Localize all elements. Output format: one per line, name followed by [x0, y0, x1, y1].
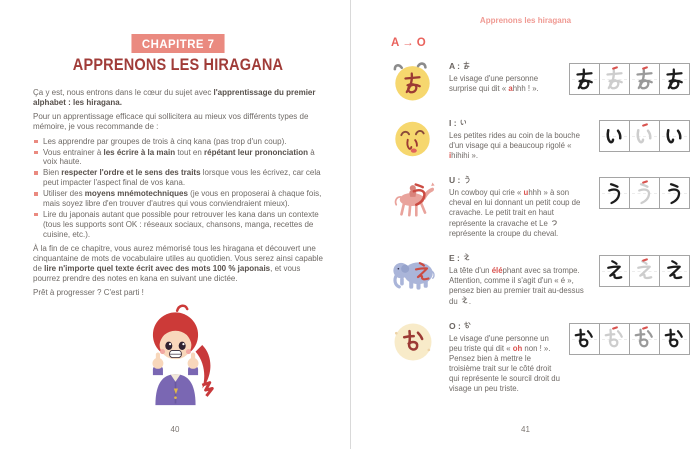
page-title: APPRENONS LES HIRAGANA	[72, 56, 284, 74]
sad-face-icon	[391, 320, 437, 364]
kana-entry-a	[391, 60, 690, 104]
stroke-box	[600, 256, 629, 286]
mascot-illustration	[33, 304, 323, 411]
stroke-box	[599, 64, 629, 94]
bullet-marker-icon	[34, 213, 38, 217]
cowboy-horse-icon	[391, 174, 437, 218]
closing-line: Prêt à progresser ? C'est parti !	[33, 288, 144, 298]
chapter-badge: CHAPITRE 7	[131, 34, 224, 53]
stroke-order-boxes-a	[569, 63, 690, 95]
kana-label: A :	[449, 61, 562, 71]
kana-description: Le visage d'une personne un peu triste qui dit « oh non ! ». Pensez bien à mettre le troisième trait sur le côté droit qui représente le sourcil droit du visage un peu triste.	[449, 333, 560, 394]
stroke-box	[629, 178, 659, 208]
bullet-marker-icon	[34, 151, 38, 155]
list-item	[33, 210, 323, 240]
stroke-box	[659, 324, 689, 354]
stroke-order-boxes-e	[599, 255, 690, 287]
method-paragraph: Pour un apprentissage efficace qui sollicitera au mieux vos différents types de mémoire, je vous recommande de :	[33, 112, 309, 132]
list-item: Bien respecter l'ordre et le sens des traits lorsque vous les écrivez, car cela peut impacter l'aspect final de vos kana.	[33, 168, 323, 188]
kana-label: U :	[449, 175, 592, 185]
list-item: Vous entrainer à les écrire à la main tout en répétant leur prononciation à voix haute.	[33, 148, 323, 168]
stroke-box	[600, 178, 629, 208]
list-item: Utiliser des moyens mnémotechniques (je vous en proposerai à chaque fois, mais soyez libre d'en trouver d'autres qui vous conviendraient mieux).	[33, 189, 323, 209]
running-header: Apprenons les hiragana	[479, 16, 572, 25]
kana-entry-i	[391, 117, 690, 161]
stroke-order-boxes-u	[599, 177, 690, 209]
kana-description: La tête d'un éléphant avec sa trompe. Attention, comme il s'agit d'un « é », pensez bien au premier trait au-dessus du .	[449, 265, 584, 306]
kana-label: E :	[449, 253, 592, 263]
stroke-box	[659, 121, 689, 151]
stroke-box	[600, 121, 629, 151]
intro-paragraph	[33, 88, 323, 108]
surprised-face-icon	[391, 60, 437, 104]
stroke-order-boxes-o	[569, 323, 690, 355]
stroke-box	[629, 256, 659, 286]
list-item-text: Les apprendre par groupes de trois à cinq kana (pas trop d'un coup).	[43, 136, 287, 146]
kana-entry-e	[391, 252, 690, 307]
advice-list	[33, 137, 323, 240]
stroke-box	[629, 64, 659, 94]
bullet-marker-icon	[34, 192, 38, 196]
chapter-badge-row	[33, 34, 323, 53]
list-item-text: Lire du japonais autant que possible pour retrouver les kana dans un contexte (tous les supports sont OK : réseaux sociaux, chansons, manga, recettes de cuisine, etc.).	[43, 209, 319, 239]
stroke-box	[659, 256, 689, 286]
kana-entry-u	[391, 174, 690, 239]
kana-label: I :	[449, 118, 592, 128]
intro-text: Ça y est, nous entrons dans le cœur du sujet avec	[33, 88, 214, 97]
stroke-box	[570, 64, 599, 94]
outcome-paragraph: À la fin de ce chapitre, vous aurez mémorisé tous les hiragana et découvert une cinquantaine de mots de vocabulaire utiles au quotidien. Vous serez ainsi capable de lire n'importe quel texte écrit avec des mots 100 % japonais, et vous pourrez prendre des notes en kana en suivant une dictée.	[33, 244, 323, 283]
section-range-label: A → O	[391, 37, 426, 49]
laughing-face-icon	[391, 117, 437, 161]
elephant-icon	[391, 252, 437, 296]
page-number-left: 40	[170, 425, 180, 434]
stroke-order-boxes-i	[599, 120, 690, 152]
stroke-box	[570, 324, 599, 354]
kana-description: Les petites rides au coin de la bouche d'un visage qui a beaucoup rigolé « ihihihi ».	[449, 130, 580, 160]
kana-description: Le visage d'une personne surprise qui dit « ahhh ! ».	[449, 73, 539, 93]
kana-label: O :	[449, 321, 562, 331]
stroke-box	[659, 178, 689, 208]
stroke-box	[659, 64, 689, 94]
bullet-marker-icon	[34, 171, 38, 175]
right-page	[350, 0, 700, 449]
stroke-box	[629, 121, 659, 151]
kana-entry-o	[391, 320, 690, 394]
stroke-box	[629, 324, 659, 354]
intro-text-bold: l'apprentissage du premier alphabet : les hiragana.	[33, 88, 316, 107]
bullet-marker-icon	[34, 140, 38, 144]
list-item	[33, 137, 323, 147]
page-number-right: 41	[521, 425, 530, 434]
stroke-box	[599, 324, 629, 354]
mascot-girl-drawing	[132, 304, 224, 406]
kana-description: Un cowboy qui crie « uhhh » à son cheval en lui donnant un petit coup de cravache. Le petit trait en haut représente la cravache et Le représente la croupe du cheval.	[449, 187, 581, 238]
